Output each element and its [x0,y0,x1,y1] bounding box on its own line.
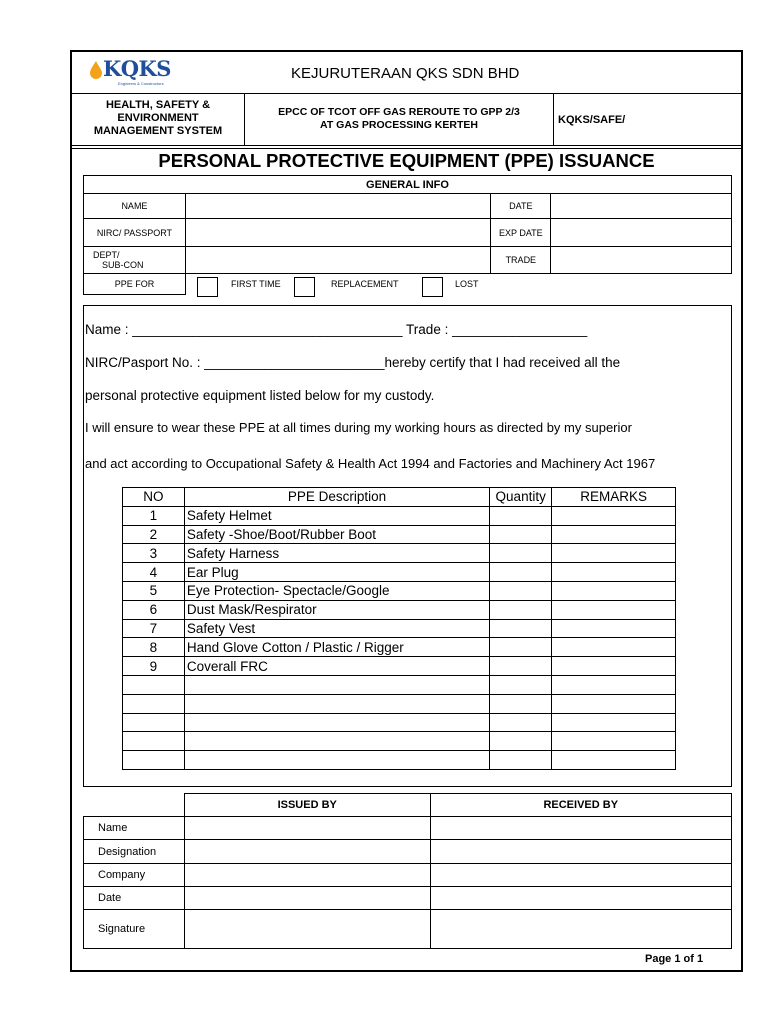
lost-label: LOST [455,279,479,289]
issued-by-company-field[interactable] [184,864,430,887]
nirc-field[interactable] [185,219,490,247]
received-by-heading: RECEIVED BY [430,794,732,817]
received-by-signature-field[interactable] [430,910,732,949]
issued-by-name-field[interactable] [184,817,430,840]
ppe-row [123,600,676,619]
ppe-row-description: Ear Plug [184,563,489,582]
ppe-blank-remarks[interactable] [552,694,676,713]
signoff-label-designation: Designation [84,840,185,864]
issued-by-designation-field[interactable] [184,840,430,864]
ppe-row-quantity[interactable] [490,619,552,638]
ppe-blank-remarks[interactable] [552,751,676,770]
ppe-blank-row [123,675,676,694]
ppe-blank-no[interactable] [123,694,185,713]
project-name [245,106,553,132]
signoff-row [84,910,732,949]
issued-by-heading: ISSUED BY [184,794,430,817]
ppe-blank-remarks[interactable] [552,675,676,694]
page-number: Page 1 of 1 [645,953,704,965]
ppe-row-no: 1 [123,506,185,525]
ppe-row-description: Eye Protection- Spectacle/Google [184,581,489,600]
dept-label-line-2: SUB-CON [102,260,144,270]
ppe-row [123,506,676,525]
ppe-row-no: 3 [123,544,185,563]
ppe-row [123,544,676,563]
ppe-blank-row [123,694,676,713]
cert-nirc-line: NIRC/Pasport No. : ________________________hereby certify that I had received all the [85,355,621,370]
signoff-table [83,793,732,949]
trade-field[interactable] [551,247,732,274]
nirc-label: NIRC/ PASSPORT [84,219,186,247]
general-info-heading: GENERAL INFO [84,176,732,194]
header-divider-3 [71,148,742,149]
ppe-header-no: NO [123,488,185,507]
ppe-blank-description[interactable] [184,694,489,713]
flame-icon [88,60,104,80]
cert-custody-line: personal protective equipment listed below for my custody. [85,388,435,403]
ppe-blank-description[interactable] [184,675,489,694]
ppe-blank-quantity[interactable] [490,713,552,732]
replacement-checkbox[interactable] [294,277,315,297]
signoff-row [84,840,732,864]
dept-label-line-1: DEPT/ [93,250,120,260]
project-line-2: AT GAS PROCESSING KERTEH [320,119,478,131]
ppe-row-remarks[interactable] [552,506,676,525]
ppe-row [123,581,676,600]
ppe-row-description: Hand Glove Cotton / Plastic / Rigger [184,638,489,657]
dept-field[interactable] [185,247,490,274]
header-col-2 [553,93,554,146]
ppe-row [123,525,676,544]
signoff-row [84,864,732,887]
ppe-for-label: PPE FOR [84,274,186,295]
ppe-blank-no[interactable] [123,713,185,732]
signoff-label-signature: Signature [84,910,185,949]
ppe-blank-quantity[interactable] [490,751,552,770]
name-field[interactable] [185,194,490,219]
system-name-line-1: HEALTH, SAFETY & [105,99,211,111]
ppe-row-no: 9 [123,657,185,676]
ppe-blank-remarks[interactable] [552,713,676,732]
ppe-row-no: 8 [123,638,185,657]
ppe-row-description: Dust Mask/Respirator [184,600,489,619]
ppe-blank-no[interactable] [123,675,185,694]
ppe-row-no: 7 [123,619,185,638]
ppe-blank-row [123,732,676,751]
signoff-row [84,887,732,910]
ppe-blank-quantity[interactable] [490,675,552,694]
ppe-row-remarks[interactable] [552,657,676,676]
signoff-row [84,817,732,840]
header-divider-2 [71,145,742,146]
date-label: DATE [491,194,551,219]
ppe-row-remarks[interactable] [552,638,676,657]
exp-date-label: EXP DATE [491,219,551,247]
ppe-row-remarks[interactable] [552,525,676,544]
ppe-blank-remarks[interactable] [552,732,676,751]
ppe-row [123,619,676,638]
ppe-row-remarks[interactable] [552,544,676,563]
signoff-corner [84,794,185,817]
project-line-1: EPCC OF TCOT OFF GAS REROUTE TO GPP 2/3 [278,106,520,118]
ppe-blank-no[interactable] [123,732,185,751]
replacement-label: REPLACEMENT [331,279,399,289]
ppe-row-no: 5 [123,581,185,600]
first-time-checkbox[interactable] [197,277,218,297]
exp-date-field[interactable] [551,219,732,247]
company-name: KEJURUTERAAN QKS SDN BHD [291,65,520,82]
system-name [72,99,244,138]
header-divider-1 [71,93,742,94]
first-time-label: FIRST TIME [231,279,281,289]
ppe-row-description: Safety Harness [184,544,489,563]
ppe-row-quantity[interactable] [490,657,552,676]
ppe-row-description: Safety -Shoe/Boot/Rubber Boot [184,525,489,544]
logo-tagline: Engineers & Constructors [118,81,164,86]
ppe-row-no: 2 [123,525,185,544]
received-by-name-field[interactable] [430,817,732,840]
ppe-header-description: PPE Description [184,488,489,507]
ppe-blank-description[interactable] [184,732,489,751]
ppe-table [122,487,676,770]
ppe-row-remarks[interactable] [552,619,676,638]
ppe-blank-description[interactable] [184,751,489,770]
ppe-header-remarks: REMARKS [552,488,676,507]
ppe-row-quantity[interactable] [490,581,552,600]
ppe-row-quantity[interactable] [490,563,552,582]
ppe-row-quantity[interactable] [490,638,552,657]
ppe-row-description: Coverall FRC [184,657,489,676]
issued-by-date-field[interactable] [184,887,430,910]
lost-checkbox[interactable] [422,277,443,297]
signoff-label-date: Date [84,887,185,910]
ppe-row-remarks[interactable] [552,581,676,600]
system-name-line-3: MANAGEMENT SYSTEM [93,125,223,137]
issued-by-signature-field[interactable] [184,910,430,949]
ppe-row-quantity[interactable] [490,600,552,619]
received-by-company-field[interactable] [430,864,732,887]
cert-act-line: and act according to Occupational Safety & Health Act 1994 and Factories and Machinery Act 1967 [85,456,656,471]
ppe-blank-quantity[interactable] [490,732,552,751]
cert-ensure-line: I will ensure to wear these PPE at all times during my working hours as directed by my superior [85,420,632,435]
document-code: KQKS/SAFE/ [558,114,626,126]
ppe-row [123,563,676,582]
ppe-row-quantity[interactable] [490,544,552,563]
ppe-row-no: 4 [123,563,185,582]
ppe-row-remarks[interactable] [552,563,676,582]
ppe-blank-row [123,751,676,770]
ppe-row-quantity[interactable] [490,506,552,525]
name-label: NAME [84,194,186,219]
ppe-row-remarks[interactable] [552,600,676,619]
logo-text: KQKS [103,56,171,81]
system-name-line-2: ENVIRONMENT [117,112,199,124]
ppe-blank-quantity[interactable] [490,694,552,713]
dept-label [84,247,186,274]
trade-label: TRADE [491,247,551,274]
ppe-row [123,638,676,657]
signoff-label-company: Company [84,864,185,887]
ppe-row-description: Safety Helmet [184,506,489,525]
general-info-table [83,175,732,295]
ppe-row-description: Safety Vest [184,619,489,638]
cert-name-trade-line: Name : ____________________________________ Trade : __________________ [85,322,588,337]
ppe-row-quantity[interactable] [490,525,552,544]
received-by-designation-field[interactable] [430,840,732,864]
ppe-row-no: 6 [123,600,185,619]
ppe-blank-no[interactable] [123,751,185,770]
ppe-header-quantity: Quantity [490,488,552,507]
date-field[interactable] [551,194,732,219]
ppe-blank-description[interactable] [184,713,489,732]
ppe-blank-row [123,713,676,732]
ppe-row [123,657,676,676]
received-by-date-field[interactable] [430,887,732,910]
signoff-label-name: Name [84,817,185,840]
form-title: PERSONAL PROTECTIVE EQUIPMENT (PPE) ISSUANCE [158,150,655,171]
